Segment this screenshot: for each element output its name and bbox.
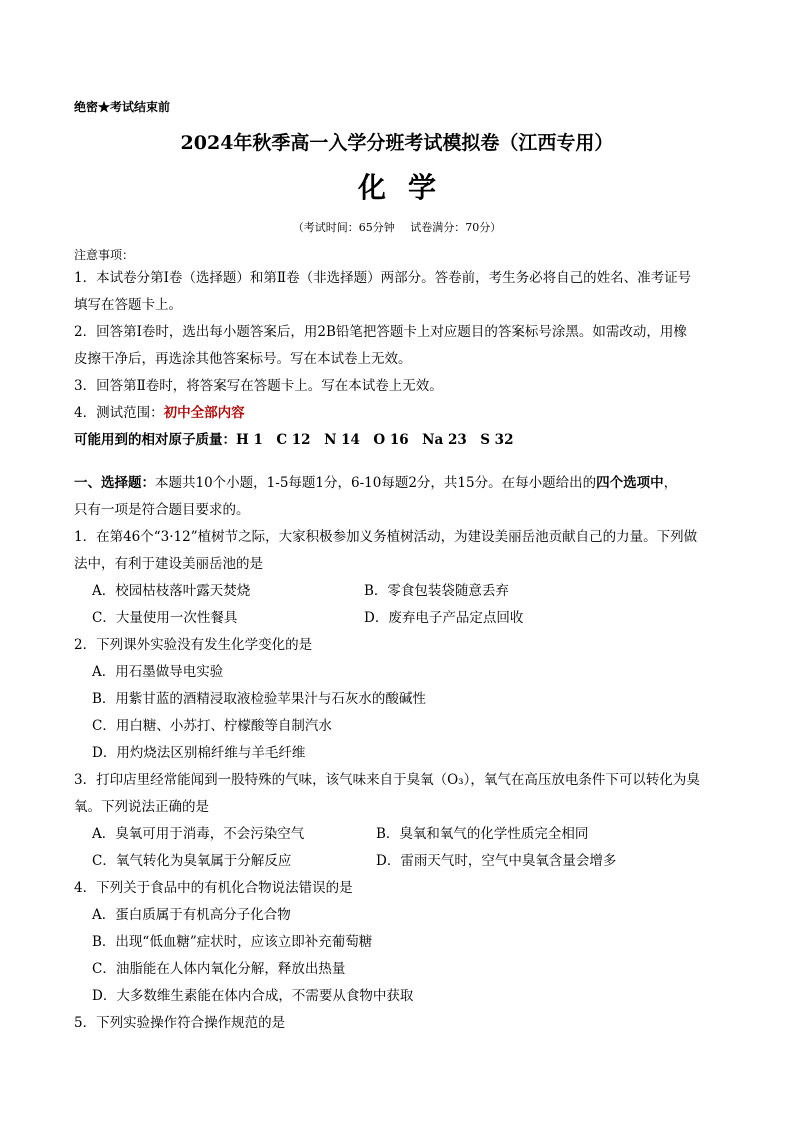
subject-title: 化学 [357, 171, 458, 204]
section1-instructions [74, 470, 724, 497]
q3-options-row-1 [74, 821, 724, 848]
q3-options-row-2 [74, 848, 724, 875]
q5-stem: 5．下列实验操作符合操作规范的是 [74, 1015, 286, 1031]
q2-option-c: C．用白糖、小苏打、柠檬酸等自制汽水 [92, 718, 332, 734]
atomic-masses: 可能用到的相对原子质量：H 1 C 12 N 14 O 16 Na 23 S 32 [74, 432, 514, 448]
q2-stem: 2．下列课外实验没有发生化学变化的是 [74, 637, 313, 653]
section1-emphasis: 四个选项中 [596, 475, 664, 491]
exam-meta [0, 219, 794, 235]
q2-option-a: A．用石墨做导电实验 [92, 664, 224, 680]
q3-option-a: A．臭氧可用于消毒，不会污染空气 [92, 826, 305, 842]
exam-title: 2024年秋季高一入学分班考试模拟卷（江西专用） [180, 132, 614, 154]
q4-option-d: D．大多数维生素能在体内合成，不需要从食物中获取 [92, 988, 414, 1004]
q1-option-d: D．废弃电子产品定点回收 [364, 610, 524, 626]
q1-options-row-2 [74, 605, 724, 632]
note-2b: 皮擦干净后，再选涂其他答案标号。写在本试卷上无效。 [74, 351, 412, 367]
q1-stem-2: 法中，有利于建设美丽岳池的是 [74, 556, 263, 572]
secret-label: 绝密★考试结束前 [74, 100, 171, 114]
spacer [74, 454, 724, 470]
q1-stem-1: 1．在第46个“3·12”植树节之际，大家积极参加义务植树活动，为建设美丽岳池贡献自己的力量。下列做 [74, 529, 698, 545]
q3-stem-2: 氧。下列说法正确的是 [74, 799, 209, 815]
notes-heading: 注意事项： [74, 248, 135, 262]
q3-option-b: B．臭氧和氧气的化学性质完全相同 [376, 826, 589, 842]
note-3: 3．回答第Ⅱ卷时，将答案写在答题卡上。写在本试卷上无效。 [74, 378, 443, 394]
note-2a: 2．回答第Ⅰ卷时，选出每小题答案后，用2B铅笔把答题卡上对应题目的答案标号涂黑。如需改动，用橡 [74, 324, 687, 340]
exam-score: 试卷满分：70分） [410, 221, 502, 234]
q3-stem-1: 3．打印店里经常能闻到一股特殊的气味，该气味来自于臭氧（O₃），氧气在高压放电条件下可以转化为臭 [74, 772, 700, 788]
q1-option-c: C．大量使用一次性餐具 [92, 610, 238, 626]
q1-options-row-1 [74, 578, 724, 605]
q2-option-d: D．用灼烧法区别棉纤维与羊毛纤维 [92, 745, 306, 761]
section1-text: 本题共10个小题，1-5每题1分，6-10每题2分，共15分。在每小题给出的 [155, 475, 597, 491]
note-4 [74, 400, 724, 427]
q2-option-b: B．用紫甘蓝的酒精浸取液检验苹果汁与石灰水的酸碱性 [92, 691, 426, 707]
section1-comma: ， [663, 475, 678, 491]
note-4-scope: 初中全部内容 [163, 405, 245, 421]
section1-instructions-2: 只有一项是符合题目要求的。 [74, 502, 250, 518]
exam-time: （考试时间：65分钟 [292, 221, 395, 234]
section1-title: 一、选择题： [74, 475, 155, 491]
q4-option-b: B．出现“低血糖”症状时，应该立即补充葡萄糖 [92, 934, 373, 950]
q4-option-c: C．油脂能在人体内氧化分解，释放出热量 [92, 961, 346, 977]
note-1b: 填写在答题卡上。 [74, 297, 182, 313]
q3-option-c: C．氧气转化为臭氧属于分解反应 [92, 853, 292, 869]
q3-option-d: D．雷雨天气时，空气中臭氧含量会增多 [376, 853, 617, 869]
q1-option-a: A．校园枯枝落叶露天焚烧 [92, 583, 251, 599]
exam-body [74, 245, 724, 1037]
note-1a: 1．本试卷分第Ⅰ卷（选择题）和第Ⅱ卷（非选择题）两部分。答卷前，考生务必将自己的姓名、准考证号 [74, 270, 692, 286]
q1-option-b: B．零食包装袋随意丢弃 [364, 583, 509, 599]
note-4-label: 4．测试范围： [74, 405, 164, 421]
q4-stem: 4．下列关于食品中的有机化合物说法错误的是 [74, 880, 353, 896]
q4-option-a: A．蛋白质属于有机高分子化合物 [92, 907, 291, 923]
